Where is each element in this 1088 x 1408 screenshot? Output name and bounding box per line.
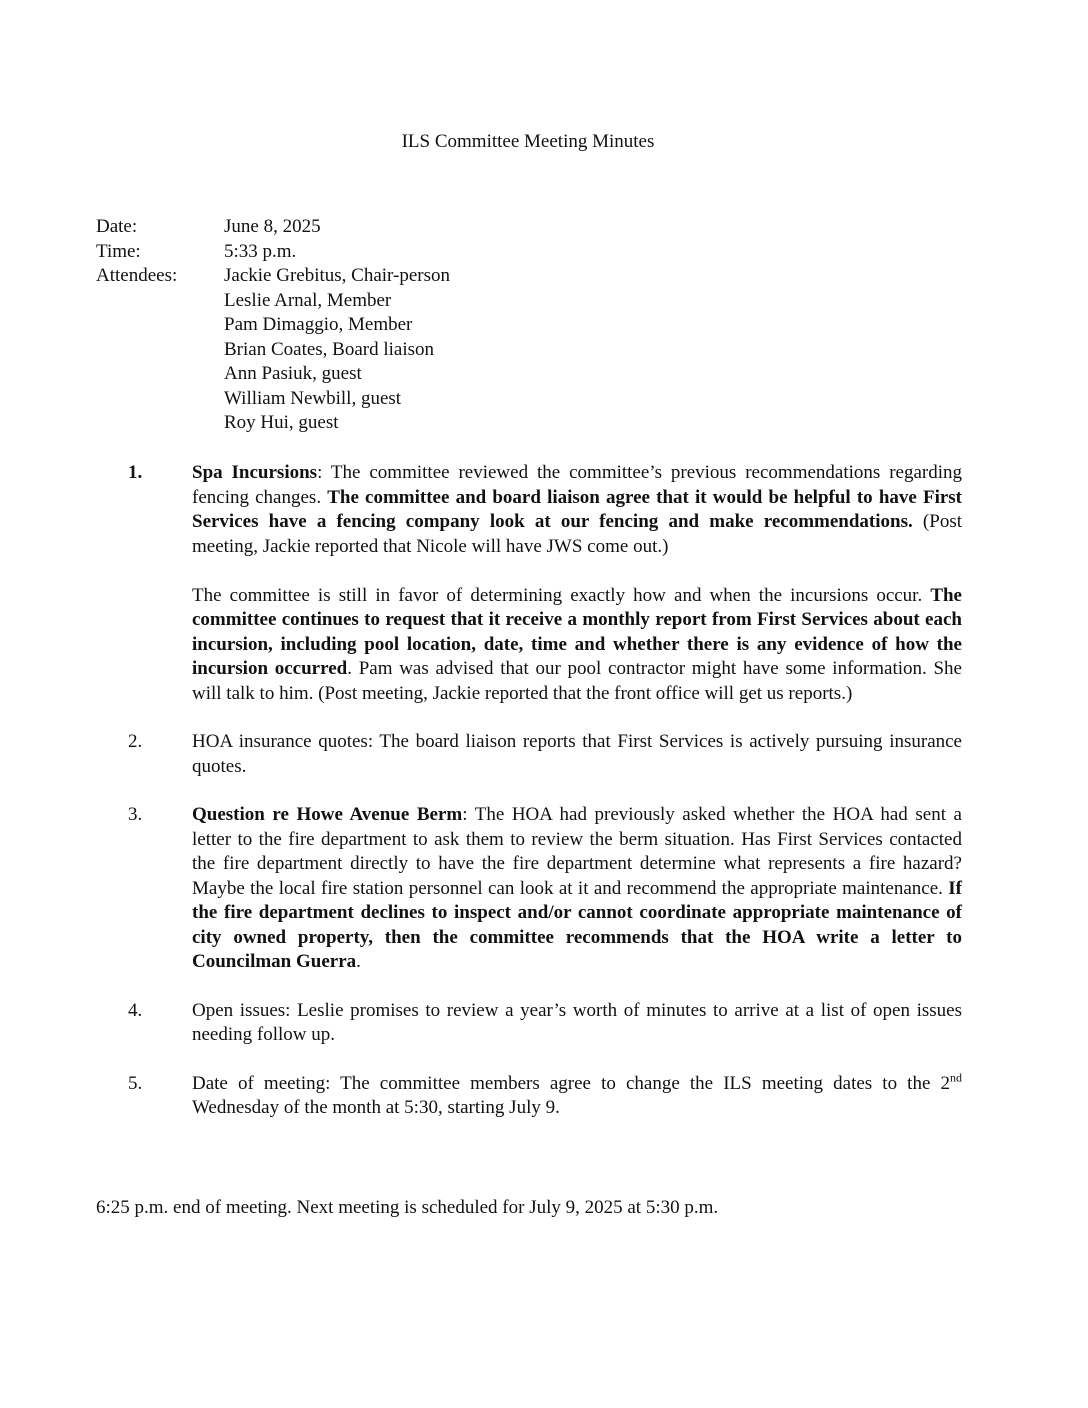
attendees-list — [224, 264, 450, 436]
item-text: . Pam was advised that our pool contractor might have some information. She will talk to him. (Post meeting, Jackie reported that the front office will get us reports.) — [192, 658, 962, 704]
item-bold-text: The committee continues to request that it receive a monthly report from First Services about each incursion, including pool location, date, time and whether there is any evidence of how the incursion occurred — [192, 584, 962, 679]
time-row — [96, 240, 450, 265]
item-paragraph: HOA insurance quotes: The board liaison reports that First Services is actively pursuing insurance quotes. — [192, 731, 962, 777]
date-label: Date: — [96, 216, 138, 237]
item-text: Wednesday of the month at 5:30, starting July 9. — [192, 1097, 560, 1118]
agenda-item-3 — [96, 803, 962, 975]
item-paragraph — [192, 803, 962, 975]
item-paragraph — [192, 461, 962, 559]
item-body — [192, 1072, 962, 1121]
attendees-label: Attendees: — [96, 265, 178, 286]
agenda-item-2 — [96, 730, 962, 779]
time-value: 5:33 p.m. — [224, 240, 297, 262]
agenda-items — [96, 461, 962, 1145]
item-paragraph — [192, 1072, 962, 1121]
item-number: 5. — [128, 1072, 143, 1094]
item-heading: Question re Howe Avenue Berm — [192, 804, 463, 825]
agenda-item-4 — [96, 999, 962, 1048]
attendee: Roy Hui, guest — [224, 412, 339, 433]
item-body — [192, 730, 962, 779]
item-text: : The HOA had previously asked whether the HOA had sent a letter to the fire department to ask them to review the berm situation. Has First Services contacted the fire department directly to have the fire department determine what represents a fire hazard? Maybe the local fire station personnel can look at it and recommend the appropriate maintenance. — [192, 804, 962, 899]
item-number: 1. — [128, 462, 143, 483]
item-text: . — [356, 951, 361, 972]
attendee: Pam Dimaggio, Member — [224, 314, 413, 335]
attendee: William Newbill, guest — [224, 387, 402, 409]
item-bold-text: If the fire department declines to inspect and/or cannot coordinate appropriate maintenance of city owned property, then the committee recommends that the HOA write a letter to Councilman Guerra — [192, 877, 962, 972]
meeting-header — [96, 215, 450, 436]
attendee: Jackie Grebitus, Chair-person — [224, 265, 450, 286]
agenda-item-1 — [96, 461, 962, 706]
date-value: June 8, 2025 — [224, 216, 321, 237]
item-paragraph — [192, 584, 962, 707]
item-paragraph: Open issues: Leslie promises to review a year’s worth of minutes to arrive at a list of open issues needing follow up. — [192, 999, 962, 1045]
item-number: 3. — [128, 804, 143, 825]
date-row — [96, 215, 450, 240]
item-text: The committee is still in favor of determining exactly how and when the incursions occur. — [192, 584, 931, 606]
item-body — [192, 803, 962, 975]
item-text: (Post meeting, Jackie reported that Nicole will have JWS come out.) — [192, 511, 962, 557]
item-heading: Spa Incursions — [192, 462, 318, 483]
document-title: ILS Committee Meeting Minutes — [401, 131, 655, 152]
item-number: 2. — [128, 731, 143, 752]
item-text: Date of meeting: The committee members agree to change the ILS meeting dates to the 2 — [192, 1072, 950, 1094]
attendees-row — [96, 264, 450, 436]
ordinal-suffix: nd — [950, 1070, 962, 1085]
item-bold-text: The committee and board liaison agree that it would be helpful to have First Services have a fencing company look at our fencing and make recommendations. — [192, 486, 963, 532]
item-number: 4. — [128, 999, 143, 1021]
item-text: : The committee reviewed the committee’s previous recommendations regarding fencing changes. — [192, 462, 962, 508]
item-body — [192, 999, 962, 1048]
time-label: Time: — [96, 240, 141, 262]
closing-statement: 6:25 p.m. end of meeting. Next meeting is scheduled for July 9, 2025 at 5:30 p.m. — [96, 1197, 719, 1218]
attendee: Ann Pasiuk, guest — [224, 363, 362, 384]
agenda-item-5 — [96, 1072, 962, 1121]
attendee: Leslie Arnal, Member — [224, 289, 392, 311]
item-body — [192, 461, 962, 706]
attendee: Brian Coates, Board liaison — [224, 338, 435, 360]
